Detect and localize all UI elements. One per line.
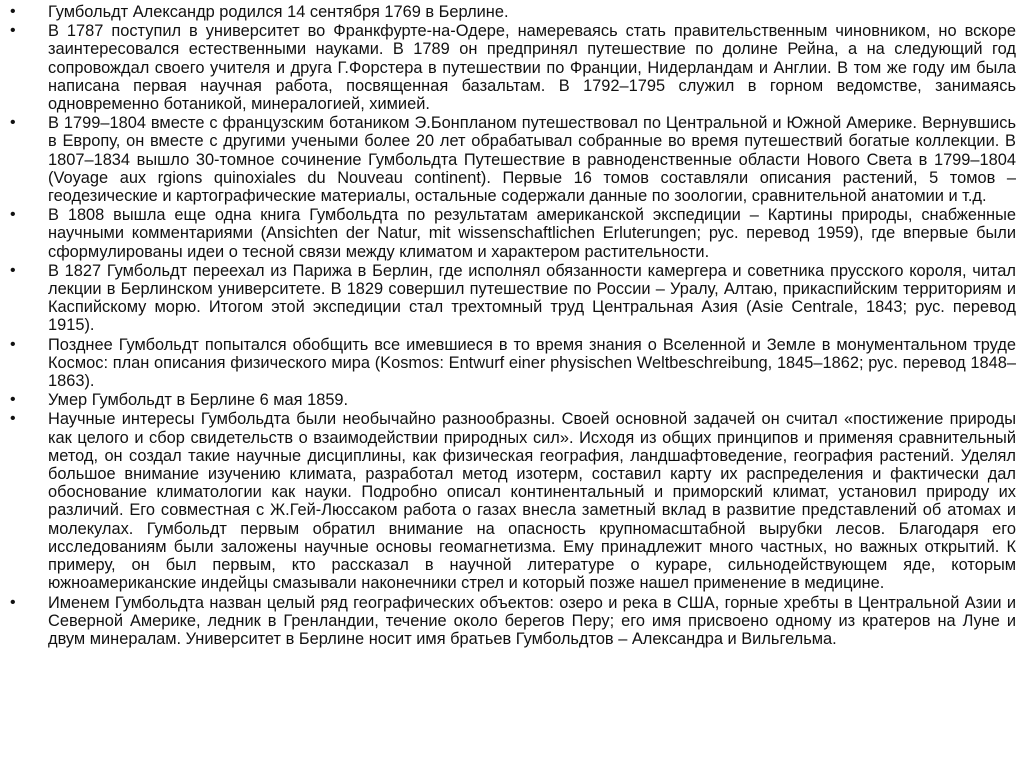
paragraph-text: Гумбольдт Александр родился 14 сентября 1769 в Берлине. [48, 3, 509, 21]
paragraph-text: Умер Гумбольдт в Берлине 6 мая 1859. [48, 391, 349, 410]
bullet-item-university [10, 22, 1016, 113]
bullet-item-scientific-interests [10, 410, 1016, 592]
paragraph-text: Научные интересы Гумбольдта были необычайно разнообразны. Своей основной задачей он считал «постижение природы как целого и сбор свидетельств о взаимодействии природных сил». Исходя из общих принципов и применяя сравнительный метод, он создал такие научные дисциплины, как физическая география, ландшафтоведение, география растений. Уделял большое внимание изучению климата, разработал метод изотерм, составил карту их распределения и фактически дал обоснование климатологии как науки. Подробно описал континентальный и приморский климат, установил природу их различий. Его совместная с Ж.Гей-Люссаком работа о газах внесла заметный вклад в развитие представлений об атомах и молекулах. Гумбольдт первым обратил внимание на опасность крупномасштабной вырубки лесов. Благодаря его исследованиям были заложены научные основы геомагнетизма. Ему принадлежит много частных, но важных открытий. К примеру, он был первым, кто рассказал в научной литературе о кураре, сильнодействующем яде, которым южноамериканские индейцы смазывали наконечники стрел и который позже нашел применение в медицине. [48, 410, 1016, 593]
bullet-icon: • [10, 410, 16, 428]
bullet-item-birth [10, 3, 1016, 21]
paragraph-text: В 1827 Гумбольдт переехал из Парижа в Берлин, где исполнял обязанности камергера и советника прусского короля, читал лекции в Берлинском университете. В 1829 совершил путешествие по России – Уралу, Алтаю, прикаспийским территориям и Каспийскому морю. Итогом этой экспедиции стал трехтомный труд Центральная Азия (Asie Centrale, 1843; рус. перевод 1915). [48, 261, 1016, 335]
bullet-icon: • [10, 335, 16, 353]
bullet-item-berlin-russia [10, 262, 1016, 335]
paragraph-text: Именем Гумбольдта назван целый ряд географических объектов: озеро и река в США, горные хребты в Центральной Азии и Северной Америке, ледник в Гренландии, течение около берегов Перу; его имя присвоено одному из кратеров на Луне и двум минералам. Университет в Берлине носит имя братьев Гумбольдтов – Александра и Вильгельма. [48, 593, 1016, 648]
bullet-item-kosmos [10, 336, 1016, 391]
bullet-icon: • [10, 114, 16, 132]
paragraph-text: Позднее Гумбольдт попытался обобщить все имевшиеся в то время знания о Вселенной и Земле в монументальном труде Космос: план описания физического мира (Kosmos: Entwurf einer physischen Weltbeschreibung, 1845–1862; рус. перевод 1848–1863). [48, 335, 1016, 391]
bullet-icon: • [10, 593, 16, 611]
bullet-icon: • [10, 261, 16, 279]
bullet-item-named-objects [10, 594, 1016, 649]
bullet-item-america-expedition [10, 114, 1016, 205]
paragraph-text: В 1808 вышла еще одна книга Гумбольдта по результатам американской экспедиции – Картины природы, снабженные научными комментариями (Ansichten der Natur, mit wissenschaftlichen Erluterungen; рус. перевод 1959), где впервые были сформулированы идеи о тесной связи между климатом и характером растительности. [48, 206, 1016, 261]
bullet-item-pictures-of-nature [10, 206, 1016, 261]
paragraph-text: В 1799–1804 вместе с французским ботаником Э.Бонпланом путешествовал по Центральной и Южной Америке. Вернувшись в Европу, он вместе с другими учеными более 20 лет обрабатывал собранные во время путешествий богатые коллекции. В 1807–1834 вышло 30-томное сочинение Гумбольдта Путешествие в равноденственные области Нового Света в 1799–1804 (Voyage aux rgions quinoxiales du Nouveau continent). Первые 16 томов составляли описания растений, 5 томов – геодезические и картографические материалы, остальные содержали данные по зоологии, сравнительной анатомии и т.д. [48, 114, 1016, 206]
bullet-list [10, 3, 1016, 649]
bullet-icon: • [10, 22, 16, 40]
bullet-icon: • [10, 3, 16, 20]
bullet-item-death [10, 391, 1016, 409]
bullet-icon: • [10, 391, 16, 409]
paragraph-text: В 1787 поступил в университет во Франкфурте-на-Одере, намереваясь стать правительственным чиновником, но вскоре заинтересовался естественными науками. В 1789 он предпринял путешествие по долине Рейна, а на следующий год сопровождал своего учителя и друга Г.Форстера в путешествии по Франции, Нидерландам и Англии. В том же году им была написана первая научная работа, посвященная базальтам. В 1792–1795 служил в горном ведомстве, занимаясь одновременно ботаникой, минералогией, химией. [48, 22, 1016, 114]
bullet-icon: • [10, 206, 16, 224]
